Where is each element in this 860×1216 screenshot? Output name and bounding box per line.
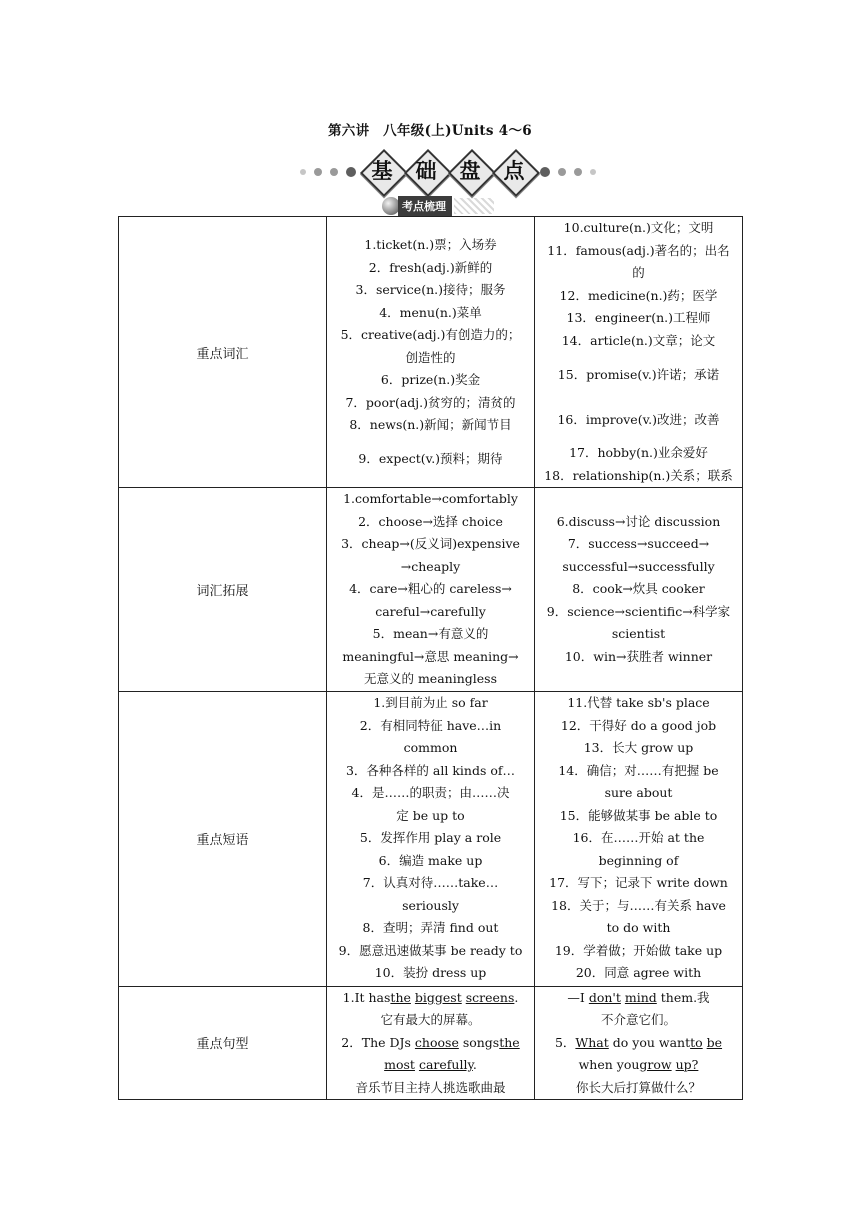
phrases-left-cell	[327, 691, 535, 986]
phrases-right-cell	[535, 691, 743, 986]
sentence-1: 1.It hasthe biggest screens.	[342, 989, 519, 1005]
list-item: 15．能够做某事 be able to	[559, 807, 718, 823]
list-item: 8．查明；弄清 find out	[362, 920, 499, 936]
list-item: 4．是……的职责；由……决	[351, 785, 510, 801]
list-item: 16．improve(v.)改进；改善	[557, 411, 720, 427]
section-subtitle	[382, 196, 494, 216]
list-item: successful→successfully	[562, 558, 715, 574]
vocab-table	[118, 216, 743, 1100]
list-item: 5．mean→有意义的	[372, 626, 489, 641]
row-category: 重点词汇	[119, 217, 327, 488]
list-item: 2．fresh(adj.)新鲜的	[368, 259, 493, 275]
list-item: 3．service(n.)接待；服务	[355, 282, 506, 297]
list-item: 3．cheap→(反义词)expensive	[341, 536, 520, 551]
list-item: careful→carefully	[375, 603, 486, 619]
list-item: 14．确信；对……有把握 be	[558, 762, 719, 778]
list-item: common	[403, 740, 458, 756]
list-item: 的	[632, 265, 645, 280]
list-item: 18．relationship(n.)关系；联系	[544, 467, 733, 483]
list-item: 11.代替 take sb's place	[567, 695, 710, 711]
sentence-4-answer: —I don't mind them.我	[567, 989, 710, 1005]
list-item: 10.culture(n.)文化；文明	[563, 220, 714, 235]
list-item: to do with	[606, 920, 671, 936]
list-item: beginning of	[598, 852, 679, 868]
list-item: 20．同意 agree with	[575, 965, 702, 981]
list-item: 10．win→获胜者 winner	[564, 648, 713, 664]
sentences-left-cell	[327, 986, 535, 1100]
list-item: 1.到目前为止 so far	[373, 695, 488, 711]
list-item: 6．编造 make up	[378, 852, 483, 868]
list-item: 无意义的 meaningless	[363, 671, 497, 686]
row-category: 重点短语	[119, 691, 327, 986]
list-item: →cheaply	[400, 558, 461, 574]
list-item: 17．hobby(n.)业余爱好	[569, 445, 708, 460]
list-item: 2．有相同特征 have…in	[359, 717, 502, 733]
list-item: 8．news(n.)新闻；新闻节目	[349, 417, 512, 432]
list-item: 创造性的	[405, 349, 456, 365]
list-item: 6．prize(n.)奖金	[380, 372, 481, 387]
vocab-left-cell	[327, 217, 535, 488]
expansion-left-cell	[327, 488, 535, 692]
subtitle-label: 考点梳理	[398, 196, 452, 216]
list-item: 4．menu(n.)菜单	[379, 304, 482, 320]
sentence-1-translation: 它有最大的屏幕。	[380, 1012, 481, 1027]
expansion-right-cell	[535, 488, 743, 692]
sentence-4-translation: 不介意它们。	[600, 1012, 676, 1027]
list-item: 5．发挥作用 play a role	[359, 830, 502, 846]
table-row	[119, 488, 743, 692]
list-item: meaningful→意思 meaning→	[342, 648, 519, 664]
list-item: 10．装扮 dress up	[374, 965, 487, 981]
banner-diamond-4: 点	[494, 151, 534, 191]
list-item: 5．creative(adj.)有创造力的；	[340, 327, 521, 342]
list-item: 2．choose→选择 choice	[358, 513, 503, 529]
list-item: sure about	[604, 785, 673, 801]
list-item: 9．愿意迅速做某事 be ready to	[338, 942, 523, 958]
list-item: 7．success→succeed→	[567, 536, 710, 551]
list-item: 6.discuss→讨论 discussion	[556, 513, 721, 529]
list-item: 15．promise(v.)许诺；承诺	[557, 367, 720, 382]
table-row	[119, 986, 743, 1100]
list-item: 9．science→scientific→科学家	[546, 603, 731, 619]
sentence-2-translation: 音乐节目主持人挑选歌曲最	[355, 1079, 506, 1095]
list-item: 11．famous(adj.)著名的；出名	[547, 242, 730, 258]
list-item: 13．长大 grow up	[583, 740, 694, 756]
list-item: 7．认真对待……take…	[362, 875, 499, 891]
list-item: 14．article(n.)文章；论文	[561, 332, 716, 348]
list-item: 19．学着做；开始做 take up	[554, 942, 723, 958]
list-item: 1.comfortable→comfortably	[343, 491, 518, 506]
list-item: 16．在……开始 at the	[572, 830, 705, 846]
list-item: 9．expect(v.)预料；期待	[358, 450, 503, 466]
list-item: 8．cook→炊具 cooker	[572, 581, 705, 596]
list-item: scientist	[611, 626, 666, 641]
banner-dots-left	[300, 167, 356, 177]
page-title: 第六讲 八年级(上)Units 4～6	[327, 123, 532, 139]
sentence-5-cont: when yougrow up?	[578, 1057, 699, 1072]
list-item: 4．care→粗心的 careless→	[349, 581, 512, 596]
list-item: 13．engineer(n.)工程师	[566, 310, 711, 325]
list-item: 12．medicine(n.)药；医学	[559, 287, 718, 303]
table-row	[119, 691, 743, 986]
sentence-2: 2．The DJs choose songsthe	[341, 1034, 520, 1050]
banner-diamond-1: 基	[362, 151, 402, 191]
list-item: seriously	[402, 897, 459, 913]
sentence-2-cont: most carefully.	[384, 1057, 477, 1072]
banner-diamond-3: 盘	[450, 151, 490, 191]
sentence-5-translation: 你长大后打算做什么？	[575, 1079, 701, 1095]
section-banner	[300, 151, 600, 193]
list-item: 1.ticket(n.)票；入场券	[364, 237, 497, 252]
list-item: 12．干得好 do a good job	[560, 717, 717, 733]
sentence-5: 5．What do you wantto be	[554, 1034, 723, 1050]
table-row	[119, 217, 743, 488]
list-item: 18．关于；与……有关系 have	[551, 897, 726, 913]
list-item: 7．poor(adj.)贫穷的；清贫的	[345, 394, 516, 410]
list-item: 17．写下；记录下 write down	[549, 875, 728, 891]
list-item: 3．各种各样的 all kinds of…	[345, 762, 515, 778]
row-category: 重点句型	[119, 986, 327, 1100]
banner-diamond-2: 础	[406, 151, 446, 191]
speckle-decoration	[454, 198, 494, 214]
banner-dots-right	[540, 167, 596, 177]
sentences-right-cell	[535, 986, 743, 1100]
vocab-right-cell	[535, 217, 743, 488]
row-category: 词汇拓展	[119, 488, 327, 692]
list-item: 定 be up to	[396, 807, 465, 823]
